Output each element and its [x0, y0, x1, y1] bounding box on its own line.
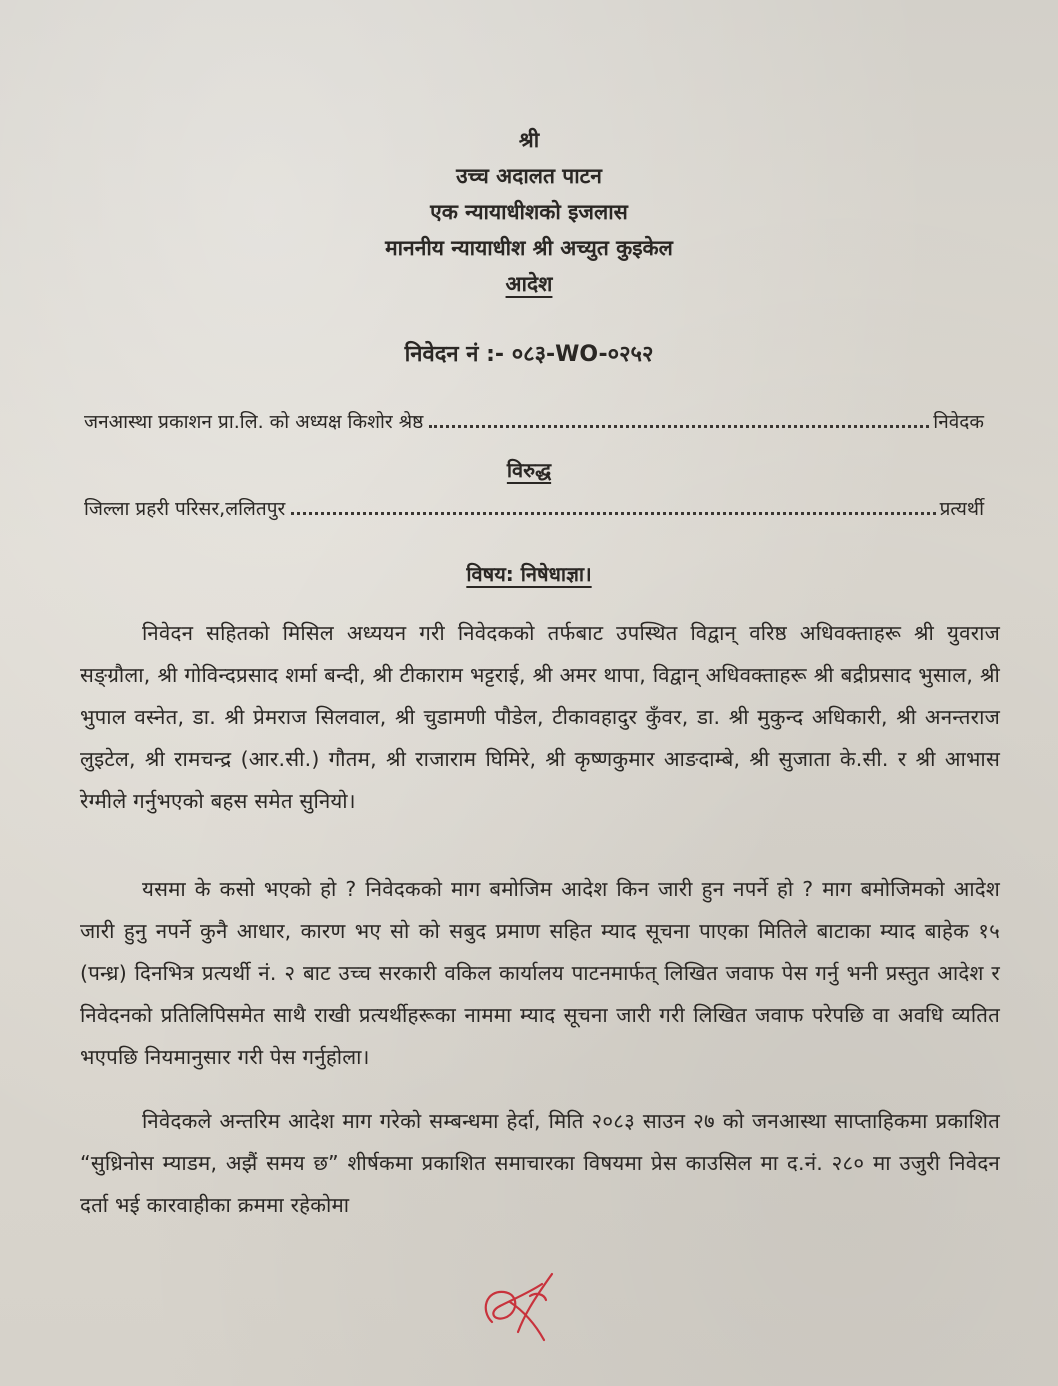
respondent-role: प्रत्यर्थी — [939, 498, 984, 520]
dotted-leader — [429, 425, 929, 428]
petitioner-role: निवेदक — [933, 411, 984, 433]
petitioner-line — [84, 408, 984, 434]
salutation: श्री — [518, 128, 540, 152]
respondent-name: जिल्ला प्रहरी परिसर,ललितपुर — [84, 498, 286, 520]
bench-name: एक न्यायाधीशको इजलास — [430, 200, 628, 224]
petition-number: निवेदन नं :- ०८३-WO-०२५२ — [404, 342, 654, 367]
judge-name: माननीय न्यायाधीश श्री अच्युत कुइकेल — [385, 236, 673, 260]
body-paragraph-3: निवेदकले अन्तरिम आदेश माग गरेको सम्बन्धमा हेर्दा, मिति २०८३ साउन २७ को जनआस्था साप्ताहिकमा प्रकाशित “सुध्रिनोस म्याडम, अझैं समय छ” शीर्षकमा प्रकाशित समाचारका विषयमा प्रेस काउसिल मा द.नं. २८० मा उजुरी निवेदन दर्ता भई कारवाहीका क्रममा रहेकोमा — [80, 1109, 1000, 1217]
body-paragraph-1: निवेदन सहितको मिसिल अध्ययन गरी निवेदकको तर्फबाट उपस्थित विद्वान् वरिष्ठ अधिवक्ताहरू श्री युवराज सङ्ग्रौला, श्री गोविन्दप्रसाद शर्मा बन्दी, श्री टीकाराम भट्टराई, श्री अमर थापा, विद्वान् अधिवक्ताहरू श्री बद्रीप्रसाद भुसाल, श्री भुपाल वस्नेत, डा. श्री प्रेमराज सिलवाल, श्री चुडामणी पौडेल, टीकावहादुर कुँवर, डा. श्री मुकुन्द अधिकारी, श्री अनन्तराज लुइटेल, श्री रामचन्द्र (आर.सी.) गौतम, श्री राजाराम घिमिरे, श्री कृष्णकुमार आङदाम्बे, श्री सुजाता के.सी. र श्री आभास रेग्मीले गर्नुभएको बहस समेत सुनियो। — [80, 621, 1000, 813]
dotted-leader — [291, 512, 935, 515]
respondent-line — [84, 495, 984, 521]
document-type: आदेश — [505, 272, 553, 296]
court-name: उच्च अदालत पाटन — [456, 164, 602, 188]
petitioner-name: जनआस्था प्रकाशन प्रा.लि. को अध्यक्ष किशोर श्रेष्ठ — [84, 411, 424, 433]
signature-icon — [470, 1262, 580, 1352]
document-header — [0, 122, 1058, 302]
versus-label: विरुद्ध — [506, 458, 552, 482]
body-paragraph-2: यसमा के कसो भएको हो ? निवेदकको माग बमोजिम आदेश किन जारी हुन नपर्ने हो ? माग बमोजिमको आदेश जारी हुनु नपर्ने कुनै आधार, कारण भए सो को सबुद प्रमाण सहित म्याद सूचना पाएका मितिले बाटाका म्याद बाहेक १५ (पन्ध्र) दिनभित्र प्रत्यर्थी नं. २ बाट उच्च सरकारी वकिल कार्यालय पाटनमार्फत् लिखित जवाफ पेस गर्नु भनी प्रस्तुत आदेश र निवेदनको प्रतिलिपिसमेत साथै राखी प्रत्यर्थीहरूका नाममा म्याद सूचना जारी गरी लिखित जवाफ परेपछि वा अवधि व्यतित भएपछि नियमानुसार गरी पेस गर्नुहोला। — [80, 877, 1000, 1069]
subject-line: विषय: निषेधाज्ञा। — [466, 562, 592, 586]
